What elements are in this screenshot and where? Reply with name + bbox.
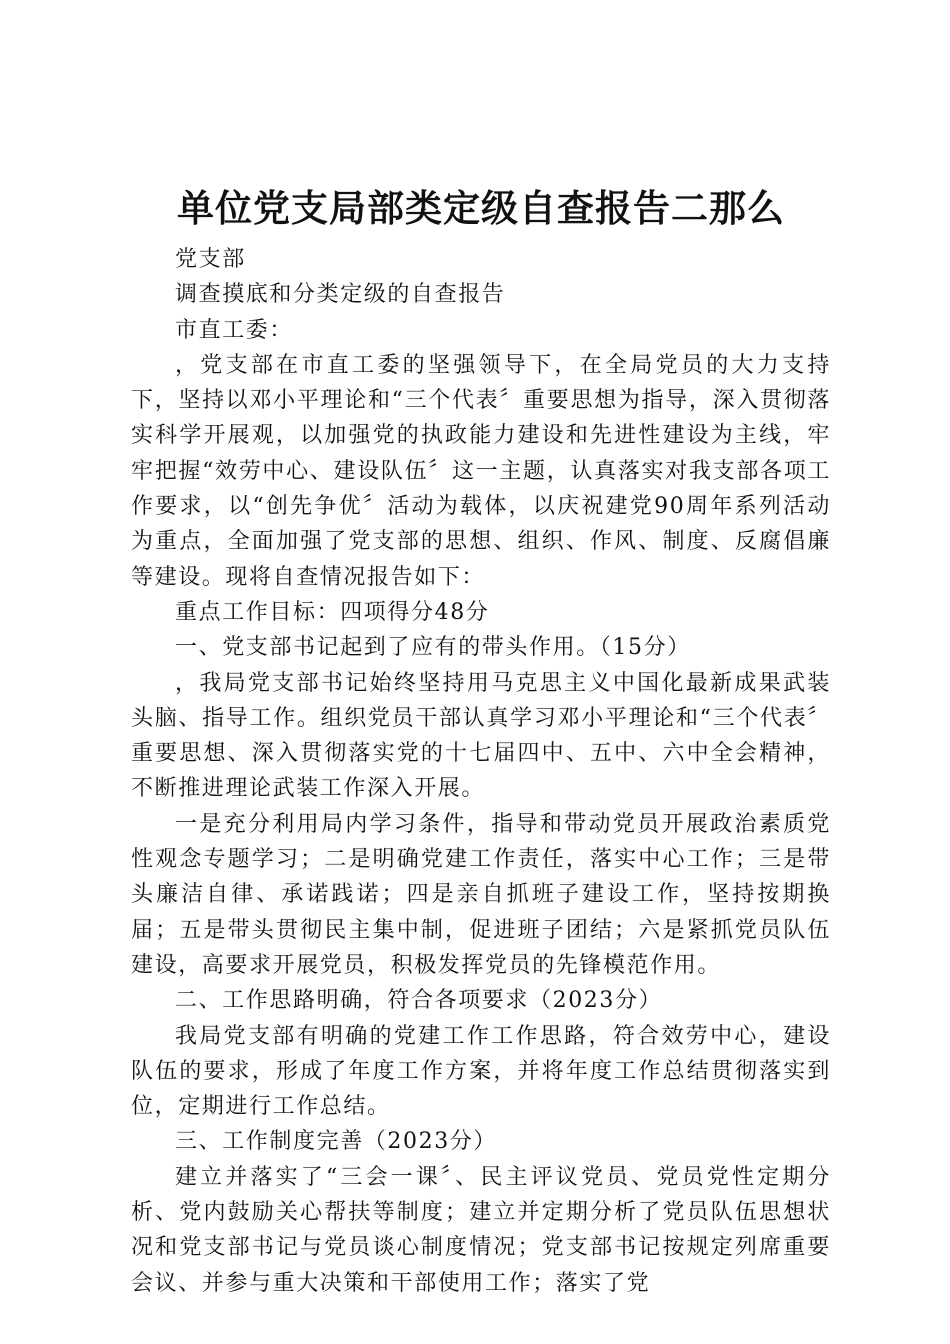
section-heading-1: 一、党支部书记起到了应有的带头作用。（15分） <box>175 635 691 661</box>
paragraph-branch: 党支部 <box>175 247 246 272</box>
section-heading-3: 三、工作制度完善（2023分） <box>175 1129 497 1155</box>
paragraph-introduction: ，党支部在市直工委的坚强领导下，在全局党员的大力支持下，坚持以邓小平理论和“三个代表〞重要思想为指导，深入贯彻落实科学开展观，以加强党的执政能力建设和先进性建设为主线，牢牢把握“效劳中心、建设队伍〞这一主题，认真落实对我支部各项工作要求，以“创先争优〞活动为载体，以庆祝建党90周年系列活动为重点，全面加强了党支部的思想、组织、作风、制度、反腐倡廉等建设。现将自查情况报告如下： <box>131 352 831 590</box>
document-title: 单位党支局部类定级自查报告二那么 <box>177 187 785 230</box>
paragraph-section-3-body: 建立并落实了“三会一课〞、民主评议党员、党员党性定期分析、党内鼓励关心帮扶等制度；建立并定期分析了党员队伍思想状况和党支部书记与党员谈心制度情况；党支部书记按规定列席重要会议、并参与重大决策和干部使用工作；落实了党 <box>131 1164 831 1296</box>
paragraph-addressee: 市直工委： <box>175 317 294 343</box>
paragraph-section-2-body: 我局党支部有明确的党建工作工作思路，符合效劳中心，建设队伍的要求，形成了年度工作方案，并将年度工作总结贯彻落实到位，定期进行工作总结。 <box>131 1023 831 1120</box>
paragraph-report-subtitle: 调查摸底和分类定级的自查报告 <box>175 282 506 308</box>
paragraph-section-1-list: 一是充分利用局内学习条件，指导和带动党员开展政治素质党性观念专题学习；二是明确党建工作责任，落实中心工作；三是带头廉洁自律、承诺践诺；四是亲自抓班子建设工作，坚持按期换届；五是带头贯彻民主集中制，促进班子团结；六是紧抓党员队伍建设，高要求开展党员，积极发挥党员的先锋模范作用。 <box>131 811 831 978</box>
paragraph-section-1-body: ，我局党支部书记始终坚持用马克思主义中国化最新成果武装头脑、指导工作。组织党员干部认真学习邓小平理论和“三个代表〞重要思想、深入贯彻落实党的十七届四中、五中、六中全会精神，不断推进理论武装工作深入开展。 <box>131 670 831 802</box>
document-page <box>131 182 831 1301</box>
section-heading-2: 二、工作思路明确，符合各项要求（2023分） <box>175 988 663 1014</box>
paragraph-key-targets: 重点工作目标：四项得分48分 <box>175 599 490 625</box>
